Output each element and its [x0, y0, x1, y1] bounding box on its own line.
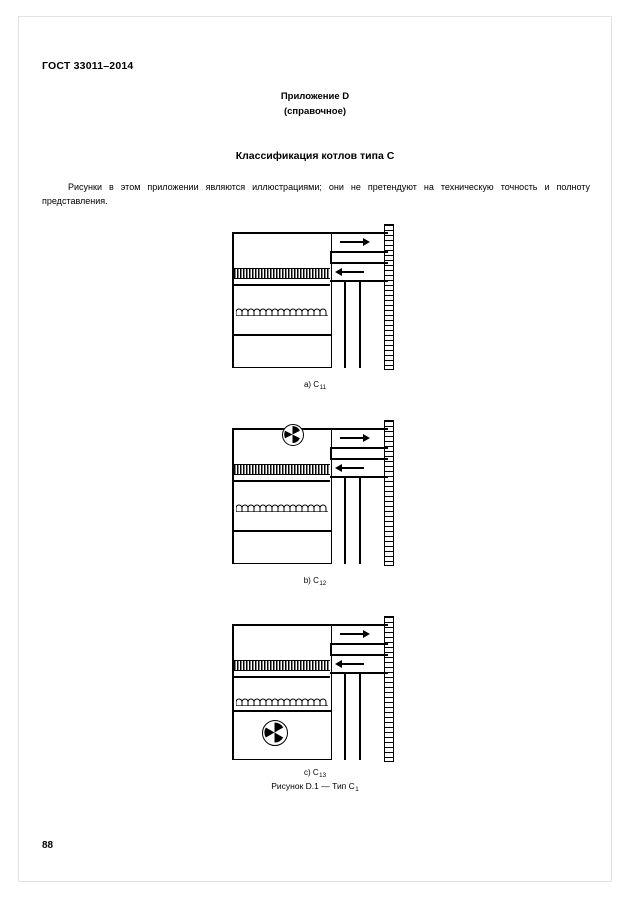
duct-down-right [359, 476, 361, 564]
fan-blades-icon [263, 721, 286, 744]
exhaust-arrow-head [363, 434, 370, 442]
boiler-top-edge [232, 624, 332, 626]
duct-down-right [359, 280, 361, 368]
heat-exchanger-bar [234, 660, 330, 671]
exhaust-arrow-head [363, 630, 370, 638]
building-wall [384, 420, 394, 566]
boiler-left-edge [232, 624, 234, 760]
figure-a-caption-prefix: a) C [303, 380, 320, 389]
duct-down-left [344, 280, 346, 368]
figure-a-caption-sub: 11 [319, 384, 327, 391]
flue-duct-top [330, 232, 388, 234]
heat-exchanger-underline [234, 480, 330, 482]
heat-exchanger-underline [234, 676, 330, 678]
air-duct-top [330, 654, 388, 656]
flue-duct-bottom [330, 643, 388, 645]
burner-flame-icon [236, 695, 328, 706]
intake-arrow-head [335, 660, 342, 668]
intake-arrow-head [335, 268, 342, 276]
figure-main-caption-sub: 1 [355, 786, 359, 793]
exhaust-arrow-line [340, 241, 364, 243]
flue-duct-top [330, 624, 388, 626]
duct-connector [330, 643, 332, 655]
building-wall [384, 616, 394, 762]
exhaust-arrow-line [340, 633, 364, 635]
building-wall [384, 224, 394, 370]
boiler-top-edge [232, 428, 332, 430]
duct-down-right [359, 672, 361, 760]
boiler-chamber-divider [232, 530, 332, 532]
intake-arrow-line [340, 663, 364, 665]
boiler-top-edge [232, 232, 332, 234]
duct-down-left [344, 476, 346, 564]
exhaust-arrow-line [340, 437, 364, 439]
intake-arrow-head [335, 464, 342, 472]
burner-flame-row [236, 500, 328, 512]
figure-a11 [0, 222, 630, 418]
intake-arrow-line [340, 467, 364, 469]
figure-c-caption [0, 768, 630, 779]
figure-main-caption-text: Рисунок D.1 — Тип C [271, 781, 355, 791]
intro-paragraph-text: Рисунки в этом приложении являются иллюстрациями; они не претендуют на техническую точность и полноту представления. [42, 182, 590, 206]
figure-c13 [0, 614, 630, 810]
fan-blades-icon [283, 425, 302, 444]
air-duct-top [330, 458, 388, 460]
boiler-bottom-edge [232, 563, 332, 565]
figure-c-caption-prefix: c) C [303, 768, 319, 777]
burner-flame-row [236, 304, 328, 316]
annex-label: Приложение D [280, 91, 350, 102]
duct-connector [330, 251, 332, 263]
combustion-air-fan-icon [262, 720, 288, 746]
exhaust-arrow-head [363, 238, 370, 246]
boiler-left-edge [232, 232, 234, 368]
figure-c-caption-sub: 13 [319, 772, 327, 779]
heat-exchanger-bar [234, 464, 330, 475]
air-duct-top [330, 262, 388, 264]
figure-b-caption [0, 576, 630, 587]
boiler-left-edge [232, 428, 234, 564]
document-standard-header: ГОСТ 33011–2014 [42, 60, 134, 72]
boiler-bottom-edge [232, 367, 332, 369]
heat-exchanger-underline [234, 284, 330, 286]
figure-main-caption [0, 781, 630, 793]
figure-b-caption-sub: 12 [319, 580, 327, 587]
flue-duct-bottom [330, 251, 388, 253]
heat-exchanger-bar [234, 268, 330, 279]
page-title: Классификация котлов типа С [235, 150, 395, 162]
figure-a-caption [0, 380, 630, 391]
annex-subtitle: (справочное) [283, 106, 347, 117]
page-number: 88 [42, 840, 54, 851]
duct-down-left [344, 672, 346, 760]
flue-fan-icon [282, 424, 304, 446]
intro-paragraph [42, 180, 590, 208]
boiler-chamber-divider [232, 334, 332, 336]
boiler-bottom-edge [232, 759, 332, 761]
burner-flame-row [236, 694, 328, 706]
figure-group [0, 222, 630, 810]
flue-duct-bottom [330, 447, 388, 449]
figure-b-caption-prefix: b) C [303, 576, 319, 585]
figure-b12 [0, 418, 630, 614]
intake-arrow-line [340, 271, 364, 273]
boiler-chamber-divider [232, 710, 332, 712]
flue-duct-top [330, 428, 388, 430]
duct-connector [330, 447, 332, 459]
burner-flame-icon [236, 501, 328, 512]
burner-flame-icon [236, 305, 328, 316]
